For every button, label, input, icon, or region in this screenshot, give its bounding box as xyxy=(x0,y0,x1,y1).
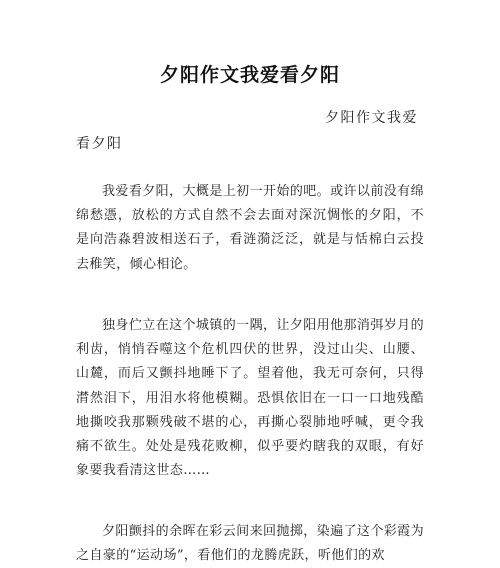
document-title: 夕阳作文我爱看夕阳 xyxy=(159,64,340,86)
subtitle-line-1: 夕阳作文我爱 xyxy=(325,110,418,126)
subtitle-line-2: 看夕阳 xyxy=(76,136,123,152)
paragraph-3: 夕阳颤抖的余晖在彩云间来回抛掷，染遍了这个彩霞为之自豪的“运动场”，看他们的龙腾虎跃，听他们的欢 xyxy=(76,524,424,564)
paragraph-2: 独身伫立在这个城镇的一隅，让夕阳用他那消弭岁月的利齿，悄悄吞噬这个危机四伏的世界，没过山尖、山腰、山麓，而后又颤抖地睡下了。望着他，我无可奈何，只得潸然泪下，用泪水将他模糊。恐惧依旧在一口一口地残酷地撕咬我那颗残破不堪的心，再撕心裂肺地呼喊，更令我痛不欲生。处处是残花败柳，似乎要灼瞎我的双眼，有好象要我看清这世态…… xyxy=(76,318,424,479)
paragraph-1: 我爱看夕阳，大概是上初一开始的吧。或许以前没有绵绵愁憑，放松的方式自然不会去面对深沉惆怅的夕阳，不是向浩淼碧波相送石子，看涟漪泛泛，就是与恬棉白云投去稚笑，倾心相论。 xyxy=(76,184,424,272)
